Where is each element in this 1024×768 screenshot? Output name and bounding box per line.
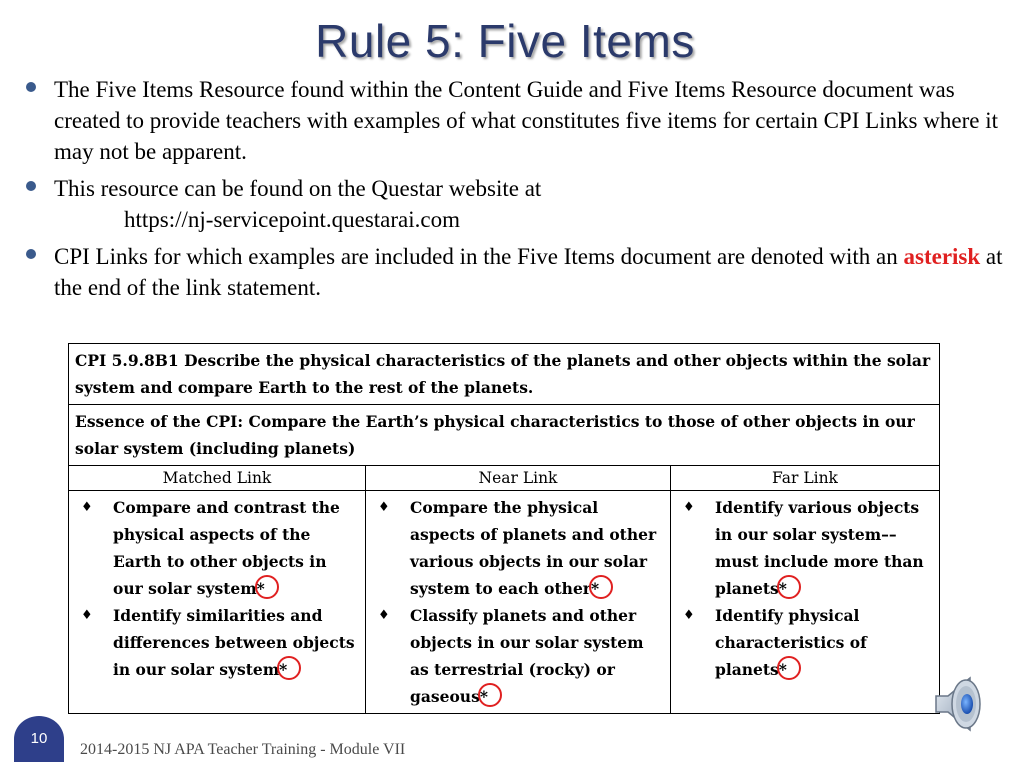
cpi-essence: Essence of the CPI: Compare the Earth’s physical characteristics to those of other objects in our solar system (including planets) <box>69 405 940 466</box>
list-item <box>75 602 359 683</box>
circled-asterisk: * <box>279 660 288 679</box>
bullet-text: The Five Items Resource found within the Content Guide and Five Items Resource document was created to provide teachers with examples of what constitutes five items for certain CPI Links where it may not be apparent. <box>54 77 998 164</box>
item-text: Compare and contrast the physical aspects of the Earth to other objects in our solar system <box>113 498 340 598</box>
bullet-dot-icon <box>26 181 36 191</box>
bullet-item <box>22 173 1012 235</box>
speaker-icon[interactable] <box>930 672 994 736</box>
asterisk-highlight: asterisk <box>903 244 981 269</box>
circled-asterisk: * <box>778 660 787 679</box>
far-link-cell <box>671 491 940 714</box>
header-near-link: Near Link <box>366 466 671 491</box>
diamond-bullet-icon: ♦ <box>378 500 390 515</box>
bullet-item <box>22 241 1012 303</box>
bullet-dot-icon <box>26 82 36 92</box>
near-link-cell <box>366 491 671 714</box>
cpi-statement: CPI 5.9.8B1 Describe the physical characteristics of the planets and other objects within the solar system and compare Earth to the rest of the planets. <box>69 344 940 405</box>
circled-asterisk: * <box>479 687 488 706</box>
slide-title: Rule 5: Five Items <box>315 15 695 67</box>
bullet-dot-icon <box>26 249 36 259</box>
list-item <box>75 494 359 602</box>
diamond-bullet-icon: ♦ <box>683 500 695 515</box>
bullet-item <box>22 74 1012 167</box>
item-text: Identify physical characteristics of planets <box>715 606 867 679</box>
circled-asterisk: * <box>256 579 265 598</box>
header-far-link: Far Link <box>671 466 940 491</box>
header-matched-link: Matched Link <box>69 466 366 491</box>
table-row <box>69 405 940 466</box>
table-row <box>69 344 940 405</box>
table-header-row <box>69 466 940 491</box>
diamond-bullet-icon: ♦ <box>378 608 390 623</box>
item-text: Classify planets and other objects in our solar system as terrestrial (rocky) or gaseous <box>410 606 644 706</box>
table-row <box>69 491 940 714</box>
item-text: Identify various objects in our solar system––must include more than planets <box>715 498 924 598</box>
list-item <box>677 602 933 683</box>
diamond-bullet-icon: ♦ <box>683 608 695 623</box>
item-text: Compare the physical aspects of planets and other various objects in our solar system to each other <box>410 498 657 598</box>
matched-link-cell <box>69 491 366 714</box>
page-number-badge: 10 <box>14 716 64 762</box>
footer-text: 2014-2015 NJ APA Teacher Training - Module VII <box>80 741 406 758</box>
cpi-table <box>68 343 940 714</box>
item-text: Identify similarities and differences between objects in our solar system <box>113 606 355 679</box>
diamond-bullet-icon: ♦ <box>81 608 93 623</box>
list-item <box>372 602 664 710</box>
diamond-bullet-icon: ♦ <box>81 500 93 515</box>
bullet-text: This resource can be found on the Questar website at <box>54 176 542 201</box>
bullet-list <box>22 74 1012 309</box>
bullet-text: CPI Links for which examples are included in the Five Items document are denoted with an <box>54 244 898 269</box>
list-item <box>677 494 933 602</box>
circled-asterisk: * <box>590 579 600 598</box>
circled-asterisk: * <box>778 579 787 598</box>
list-item <box>372 494 664 602</box>
questar-url: https://nj-servicepoint.questarai.com <box>124 207 460 232</box>
bullet-text-end: at the end of the link statement. <box>54 244 1003 300</box>
